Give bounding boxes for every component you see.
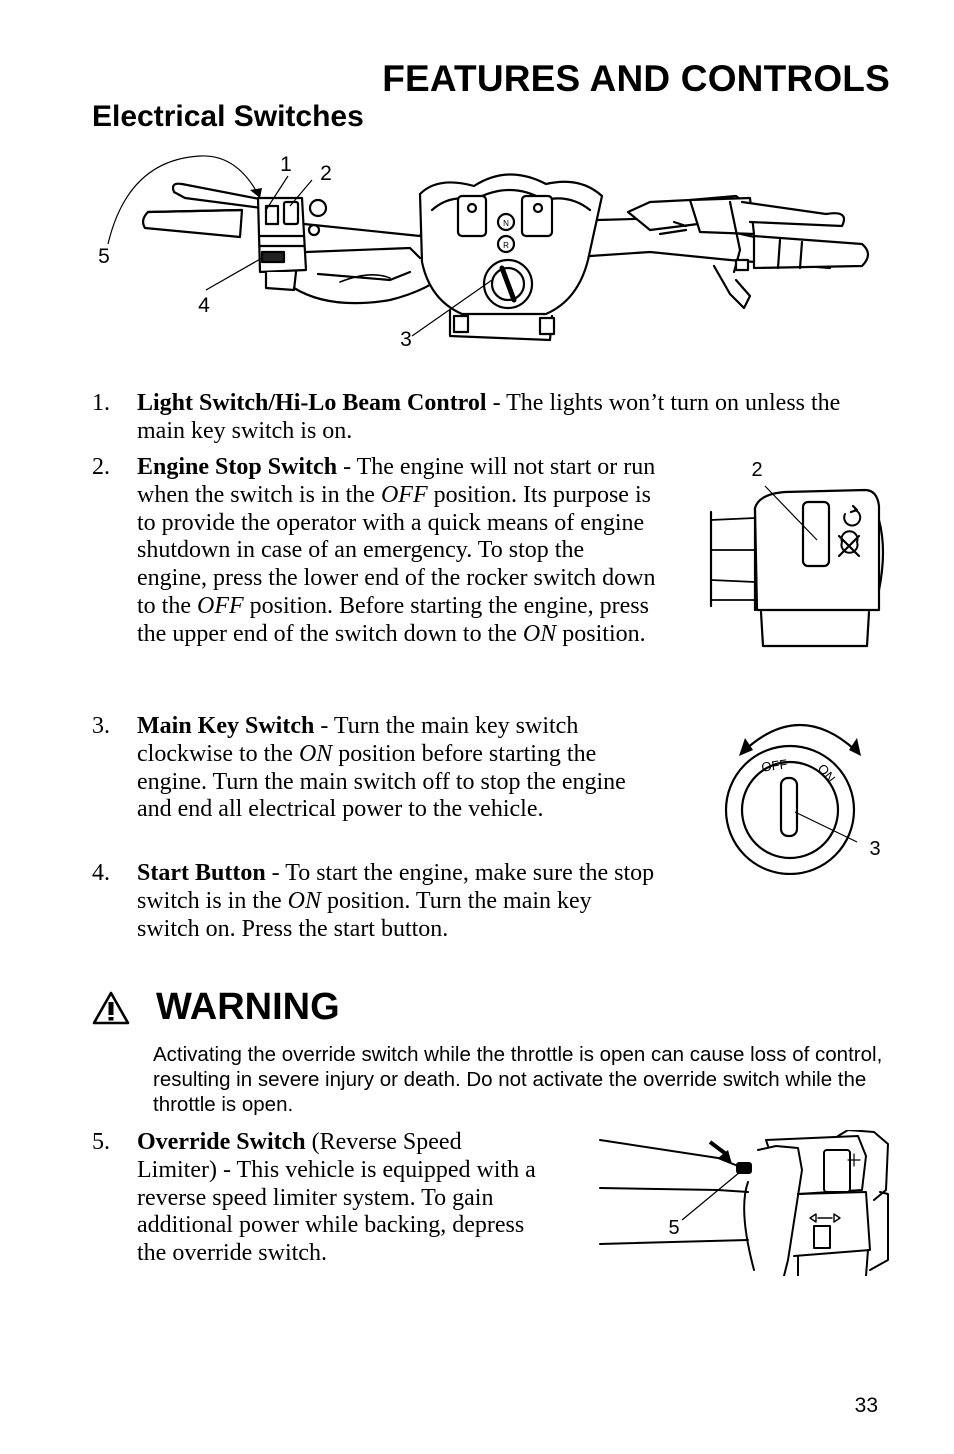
engine-stop-switch-illustration <box>705 450 895 650</box>
warning-heading <box>92 986 340 1029</box>
item-text: position. <box>556 620 646 647</box>
item-emphasis: OFF <box>380 481 428 508</box>
item-number: 3. <box>92 713 110 739</box>
item-text: position. Its purpose is to provide the operator with a quick means of engine shutdown in case of an emergency. To stop the engine, press the lower end of the rocker switch down to the <box>137 481 656 619</box>
list-item-4 <box>92 860 657 943</box>
item-emphasis: ON <box>522 620 557 647</box>
main-key-switch-illustration <box>715 710 895 875</box>
page-header-title: FEATURES AND CONTROLS <box>382 58 890 99</box>
list-item-1 <box>92 390 862 446</box>
item-title: Engine Stop Switch <box>137 454 338 480</box>
item-title: Override Switch <box>137 1129 306 1155</box>
warning-label: WARNING <box>156 986 340 1028</box>
list-item-3 <box>92 713 657 824</box>
key-switch-callout-3: 3 <box>869 838 881 860</box>
item-title: Light Switch/Hi-Lo Beam Control <box>137 390 487 416</box>
callout-4: 4 <box>198 294 210 317</box>
callout-1: 1 <box>280 153 292 176</box>
warning-triangle-icon <box>92 991 130 1025</box>
item-text: - To start the engine, make sure the stop switch is in the <box>137 860 655 914</box>
item-text: (Reverse Speed Limiter) - This vehicle is equipped with a reverse speed limiter system. To gain additional power while backing, depress the override switch. <box>137 1129 536 1267</box>
off-position-label: OFF <box>760 756 789 775</box>
callout-2: 2 <box>320 162 332 185</box>
override-switch-illustration <box>598 1130 890 1276</box>
item-emphasis: ON <box>287 887 321 914</box>
stop-switch-callout-2: 2 <box>751 459 763 481</box>
item-title: Start Button <box>137 860 266 886</box>
item-emphasis: ON <box>298 740 333 767</box>
section-title: Electrical Switches <box>92 100 364 133</box>
neutral-indicator-label: N <box>503 219 509 228</box>
list-item-5 <box>92 1129 547 1268</box>
reverse-indicator-label: R <box>503 241 509 250</box>
item-emphasis: OFF <box>197 592 244 619</box>
item-number: 4. <box>92 860 110 886</box>
override-callout-5: 5 <box>668 1217 680 1239</box>
item-text: - The engine will not start or run when the switch is in the <box>137 454 656 508</box>
item-number: 5. <box>92 1129 110 1155</box>
item-number: 2. <box>92 454 110 480</box>
item-text: position before starting the engine. Turn the main switch off to stop the engine and end all electrical power to the vehicle. <box>137 740 626 823</box>
item-title: Main Key Switch <box>137 713 315 739</box>
on-position-label: ON <box>814 760 839 786</box>
warning-text: Activating the override switch while the throttle is open can cause loss of control, resulting in severe injury or death. Do not activate the override switch while the throttle is open. <box>153 1043 883 1116</box>
page-number: 33 <box>854 1394 878 1417</box>
callout-3: 3 <box>400 328 412 351</box>
list-item-2 <box>92 454 657 649</box>
handlebar-illustration <box>90 140 890 360</box>
item-number: 1. <box>92 390 110 416</box>
item-text: position. Turn the main key switch on. Press the start button. <box>137 887 592 942</box>
item-text: - The lights won’t turn on unless the main key switch is on. <box>137 390 841 444</box>
callout-5: 5 <box>98 245 110 268</box>
item-text: - Turn the main key switch clockwise to the <box>137 713 579 767</box>
item-text: position. Before starting the engine, press the upper end of the switch down to the <box>137 592 649 647</box>
